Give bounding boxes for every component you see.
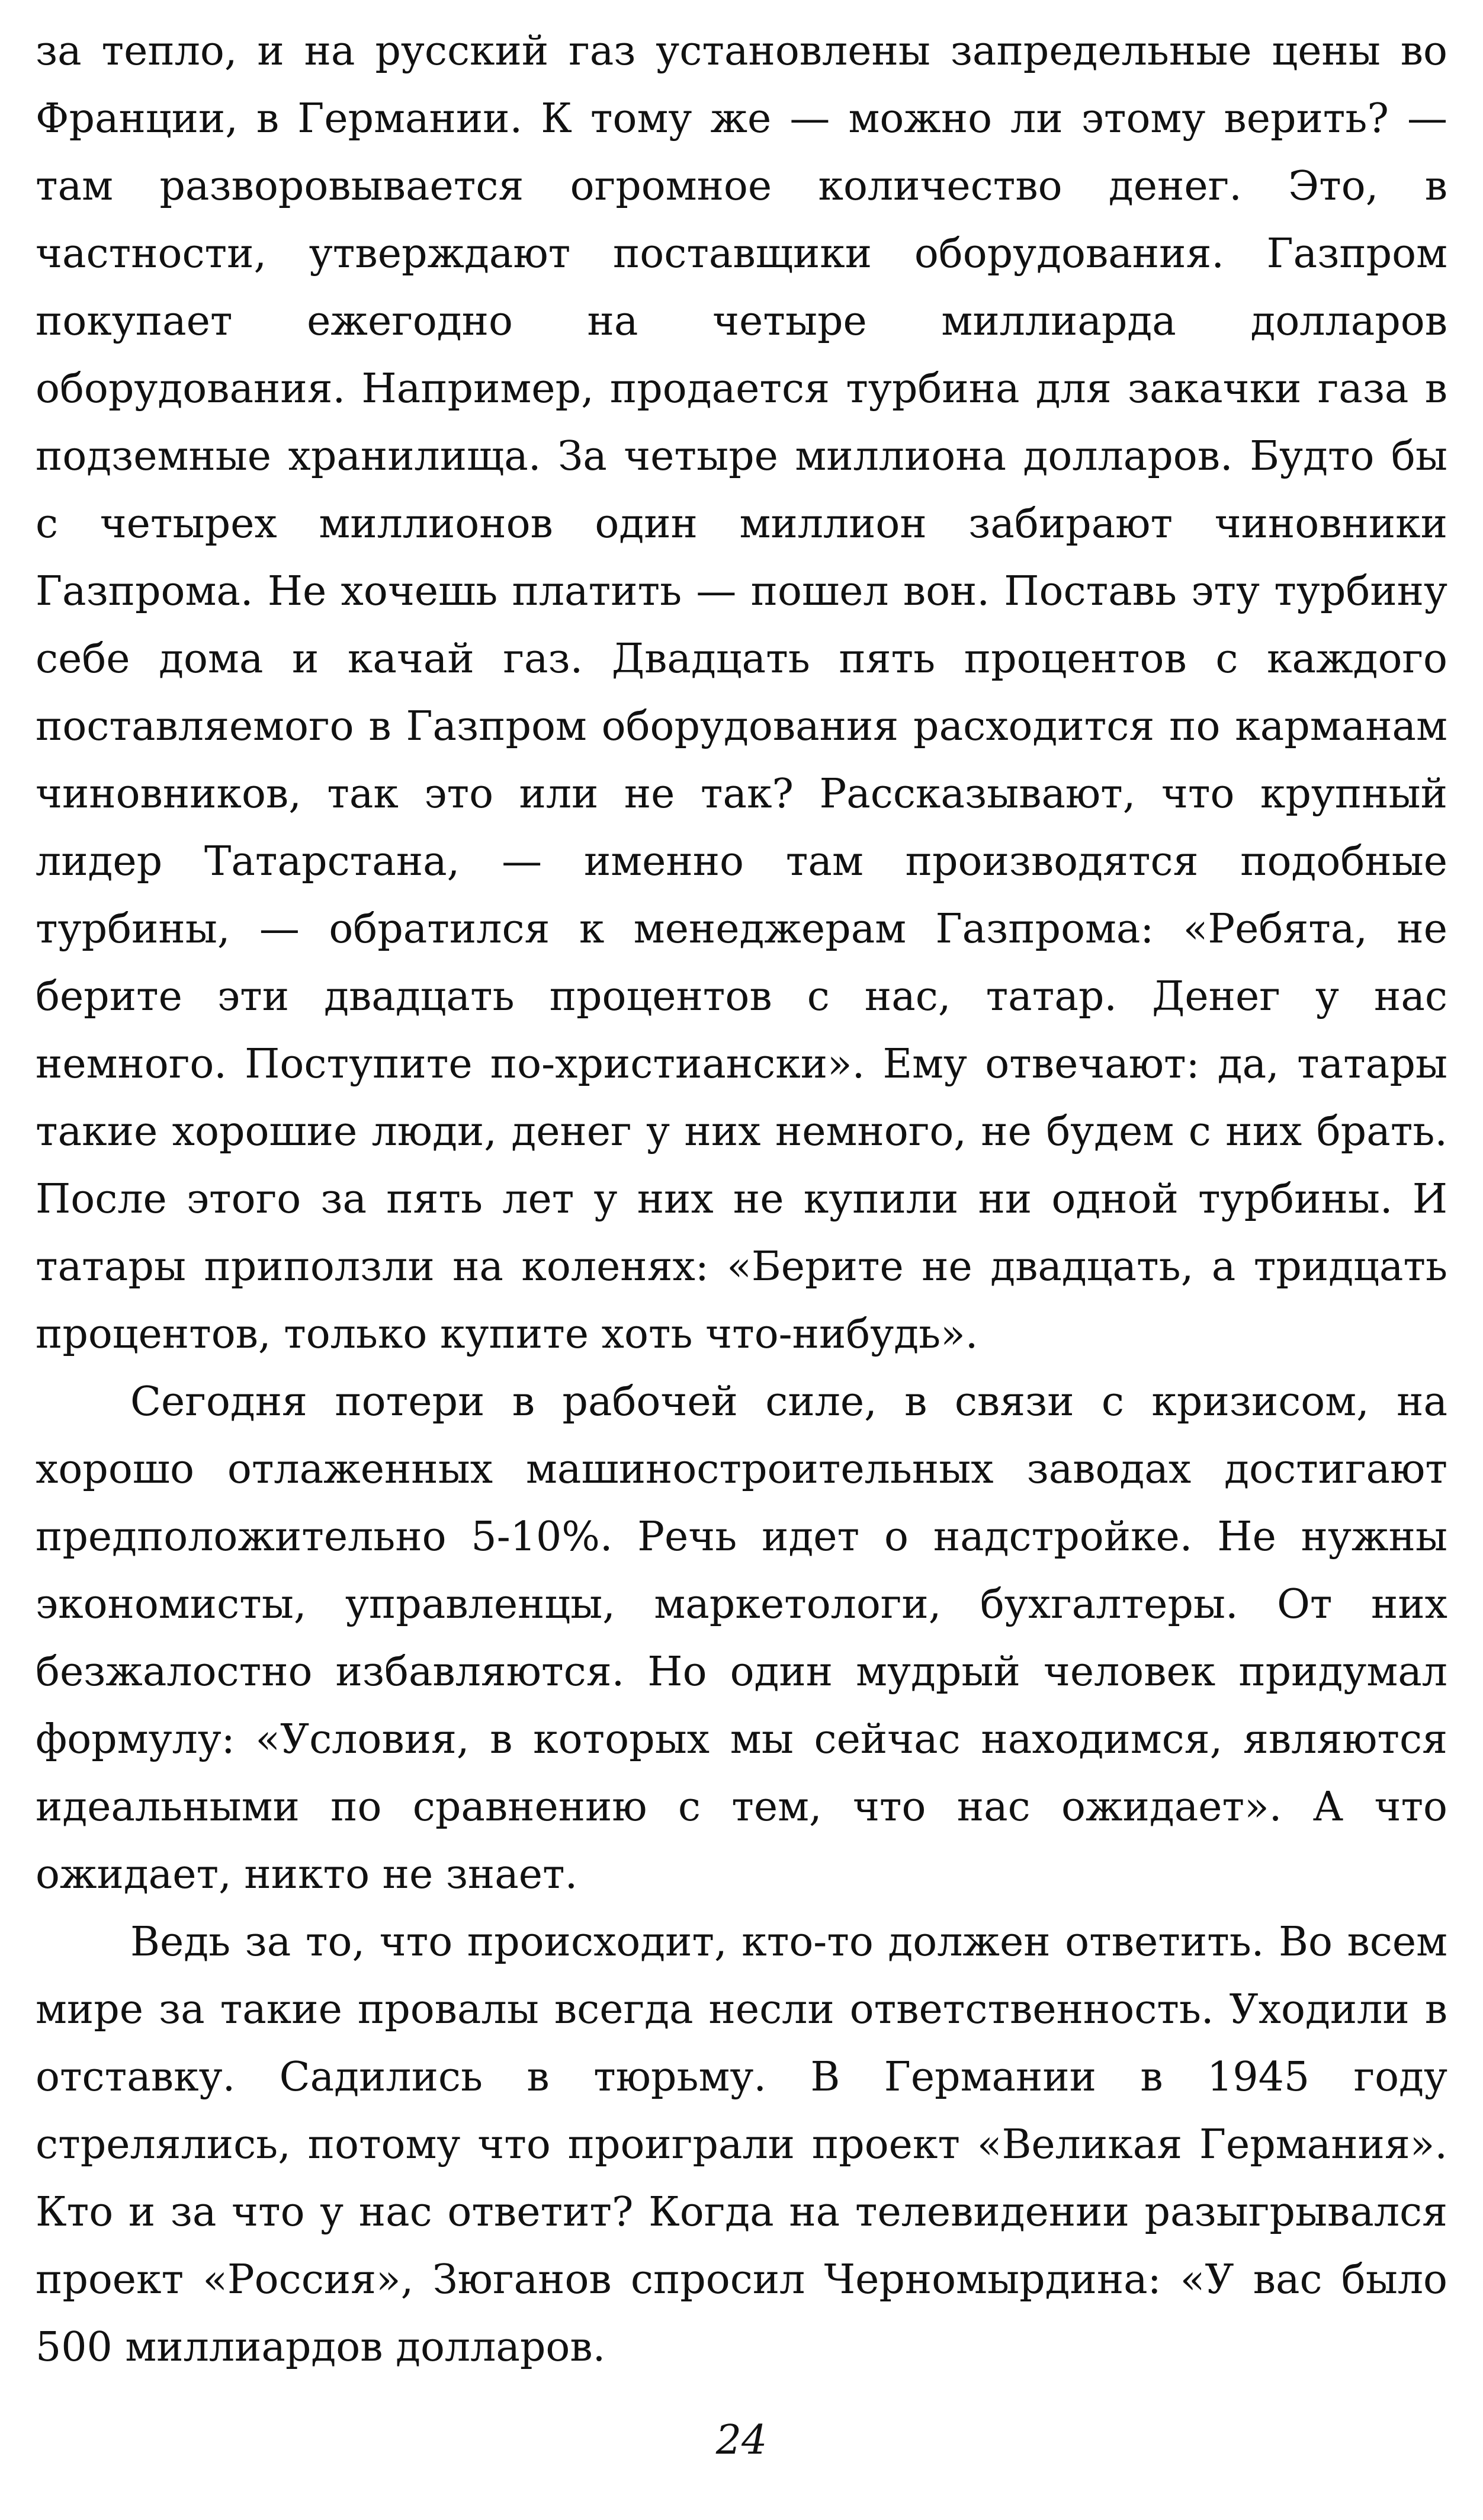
paragraph-2: Сегодня потери в рабочей силе, в связи с кризисом, на хорошо отлаженных машиностроительных заводах достигают предположительно 5-10%. Речь идет о надстройке. Не нужны экономисты, управленцы, маркетологи, бухгалтеры. От них безжалостно избавляются. Но один мудрый человек придумал формулу: «Условия, в которых мы сейчас находимся, являются идеальными по сравнению с тем, что нас ожидает». А что ожидает, никто не знает. (36, 1378, 1447, 1898)
paragraph-1: за тепло, и на русский газ установлены запредельные цены во Франции, в Германии. К тому же — можно ли этому верить? — там разворовывается огромное количество денег. Это, в частности, утверждают поставщики оборудования. Газпром покупает ежегодно на четыре миллиарда долларов оборудования. Например, продается турбина для закачки газа в подземные хранилища. За четыре миллиона долларов. Будто бы с четырех миллионов один миллион забирают чиновники Газпрома. Не хочешь платить — пошел вон. Поставь эту турбину себе дома и качай газ. Двадцать пять процентов с каждого поставляемого в Газпром оборудования расходится по карманам чиновников, так это или не так? Рассказывают, что крупный лидер Татарстана, — именно там производятся подобные турбины, — обратился к менеджерам Газпрома: «Ребята, не берите эти двадцать процентов с нас, татар. Денег у нас немного. Поступите по-христиански». Ему отвечают: да, татары такие хорошие люди, денег у них немного, не будем с них брать. После этого за пять лет у них не купили ни одной турбины. И татары приползли на коленях: «Берите не двадцать, а тридцать процентов, только купите хоть что-нибудь». (36, 28, 1447, 1358)
book-page (36, 18, 1447, 2494)
paragraph-3: Ведь за то, что происходит, кто-то должен ответить. Во всем мире за такие провалы всегда несли ответственность. Уходили в отставку. Садились в тюрьму. В Германии в 1945 году стрелялись, потому что проиграли проект «Великая Германия». Кто и за что у нас ответит? Когда на телевидении разыгрывался проект «Россия», Зюганов спросил Черномырдина: «У вас было 500 миллиардов долларов. (36, 1919, 1447, 2371)
body-text (36, 18, 1447, 2381)
page-number: 24 (715, 2417, 768, 2464)
